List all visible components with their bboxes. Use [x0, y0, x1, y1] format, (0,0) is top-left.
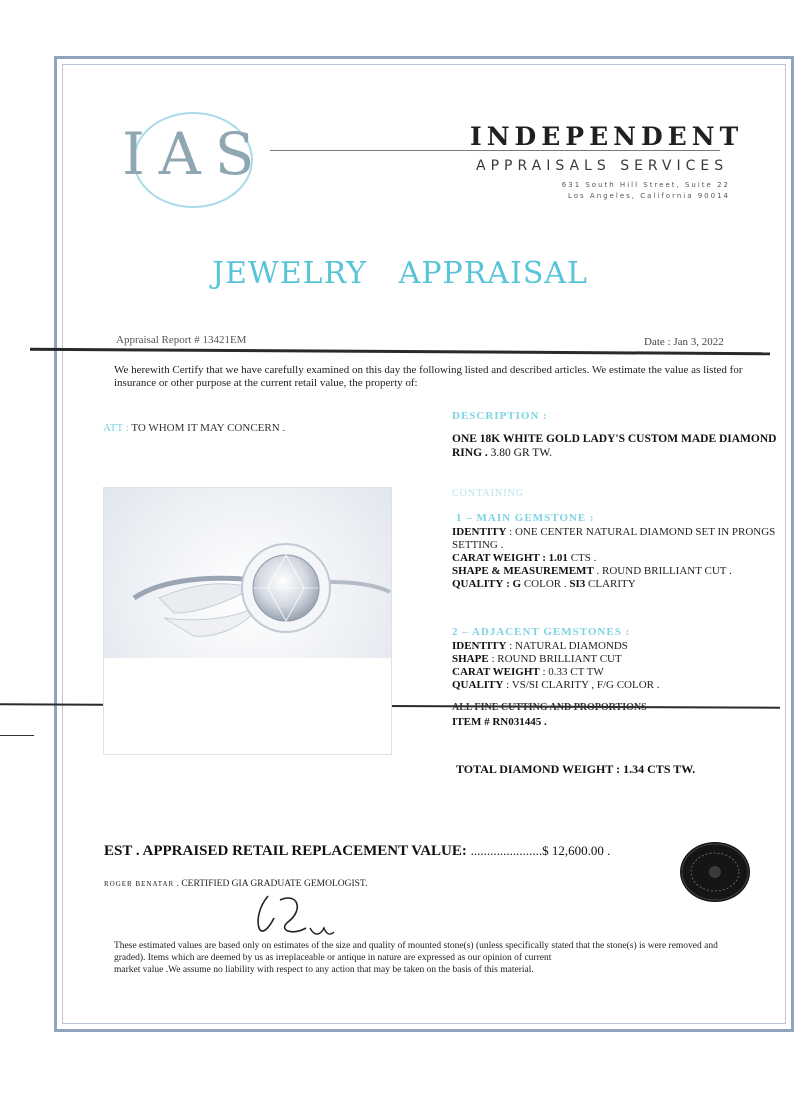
description-heading: DESCRIPTION : [452, 410, 548, 422]
page-title: JEWELRY APPRAISAL [212, 256, 588, 291]
report-number: Appraisal Report # 13421EM [116, 334, 247, 346]
gemologist-name: ROGER BENATAR [104, 880, 175, 888]
address-line-2: Los Angeles, California 90014 [568, 192, 730, 200]
edge-mark [0, 735, 34, 736]
containing-label: CONTAINING [452, 488, 524, 499]
disclaimer-line-3: market value .We assume no liability with respect to any action that may be taken on the basis of this material. [114, 965, 534, 975]
fine-cutting-note: ALL FINE CUTTING AND PROPORTIONS [452, 702, 647, 713]
description-main: ONE 18K WHITE GOLD LADY'S CUSTOM MADE DIAMOND RING . [452, 433, 777, 459]
main-quality: QUALITY : G COLOR . SI3 CLARITY [452, 578, 636, 590]
main-carat: CARAT WEIGHT : 1.01 CTS . [452, 552, 597, 564]
address-line-1: 631 South Hill Street, Suite 22 [561, 181, 730, 189]
certification-statement: We herewith Certify that we have carefully examined on this day the following listed and described articles. We estimate the value as listed for insurance or other purpose at the current retail value, the property of: [114, 364, 743, 389]
item-number: ITEM # RN031445 . [452, 716, 547, 728]
adjacent-gemstones-specs [452, 640, 792, 692]
disclaimer [114, 940, 784, 976]
company-logo: IAS [122, 120, 269, 188]
attention-value: TO WHOM IT MAY CONCERN . [131, 422, 286, 434]
main-gemstone-heading: 1 – MAIN GEMSTONE : [456, 512, 595, 524]
gemologist-title: . CERTIFIED GIA GRADUATE GEMOLOGIST. [176, 879, 368, 889]
description-text [452, 432, 787, 460]
hologram-seal [680, 842, 750, 902]
attention-line [103, 422, 285, 434]
seal-icon [680, 842, 750, 902]
appraised-value-amount: ......................$ 12,600.00 . [470, 843, 611, 858]
company-subtitle: APPRAISALS SERVICES [476, 158, 729, 174]
adjacent-shape: SHAPE : ROUND BRILLIANT CUT [452, 653, 622, 665]
main-shape: SHAPE & MEASUREMEMT . ROUND BRILLIANT CUT . [452, 565, 732, 577]
main-gemstone-specs [452, 526, 792, 591]
adjacent-gemstones-heading: 2 – ADJACENT GEMSTONES : [452, 626, 631, 638]
report-date: Date : Jan 3, 2022 [644, 336, 724, 348]
main-identity: IDENTITY : ONE CENTER NATURAL DIAMOND SET IN PRONGS SETTING . [452, 526, 776, 551]
company-name: INDEPENDENT [470, 122, 744, 151]
total-diamond-weight: TOTAL DIAMOND WEIGHT : 1.34 CTS TW. [456, 762, 696, 776]
attention-label: ATT : [103, 422, 129, 434]
company-address [520, 180, 730, 202]
adjacent-carat: CARAT WEIGHT : 0.33 CT TW [452, 666, 604, 678]
appraised-value-label: EST . APPRAISED RETAIL REPLACEMENT VALUE: [104, 843, 467, 859]
adjacent-quality: QUALITY : VS/SI CLARITY , F/G COLOR . [452, 679, 660, 691]
signature-image [248, 888, 338, 948]
disclaimer-line-1: These estimated values are based only on estimates of the size and quality of mounted stone(s) (unless specifically stated that the stone(s) is were removed and [114, 941, 718, 951]
diamond-ring-image [104, 488, 392, 755]
adjacent-identity: IDENTITY : NATURAL DIAMONDS [452, 640, 628, 652]
description-weight: 3.80 GR TW. [490, 447, 552, 459]
ring-photo [103, 487, 392, 755]
disclaimer-line-2: graded). Items which are deemed by us as irreplaceable or antique in nature are expressed as our opinion of current [114, 953, 552, 963]
appraised-value-line [104, 843, 610, 860]
